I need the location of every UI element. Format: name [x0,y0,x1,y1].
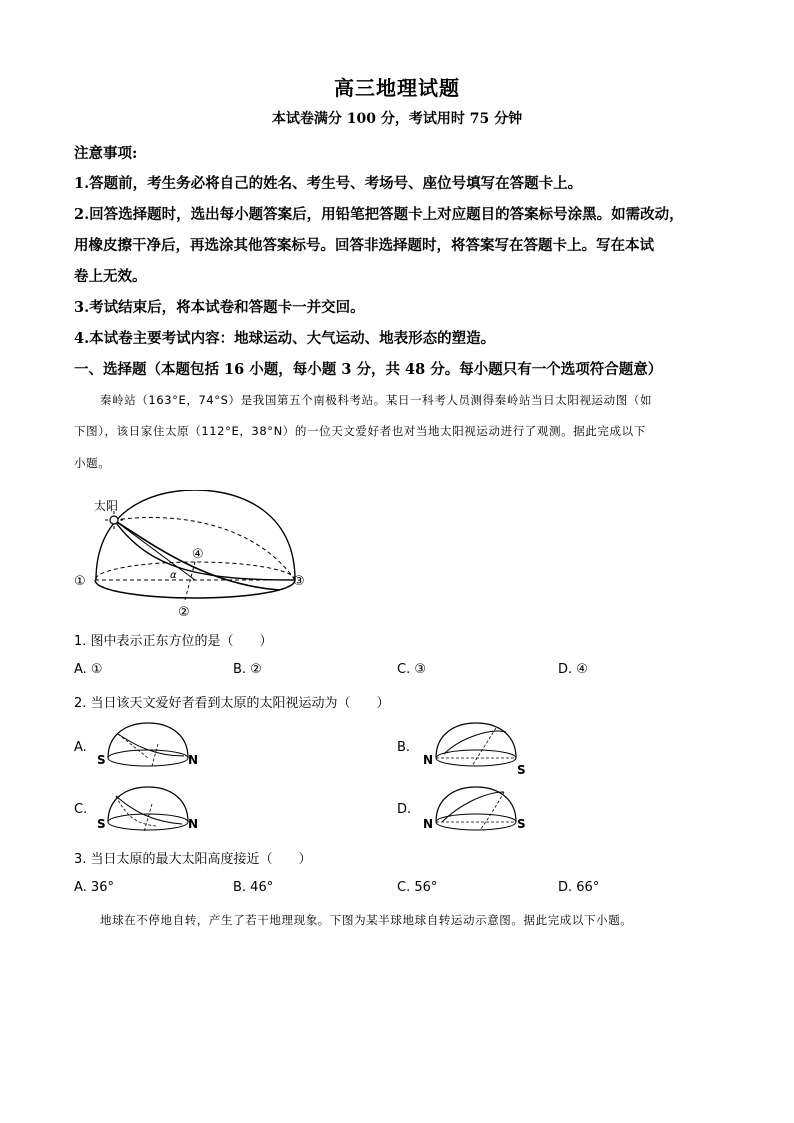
note-item-3: 3.考试结束后，将本试卷和答题卡一并交回。 [74,299,365,316]
north-label: N [423,753,434,767]
passage-1-line-2: 下图），该日家住太原（112°E，38°N）的一位天文爱好者也对当地太阳视运动进行了观测。据此完成以下 [74,424,646,438]
question-1-stem: 1. 图中表示正东方位的是（ ） [74,634,273,649]
south-label: S [97,817,106,831]
sun-icon [110,516,118,524]
question-2-option-a-label[interactable]: A. [74,740,87,755]
angle-alpha: α [170,570,177,581]
question-2-option-d-diagram[interactable] [420,782,530,840]
note-item-1: 1.答题前，考生务必将自己的姓名、考生号、考场号、座位号填写在答题卡上。 [74,175,583,192]
sun-path-figure [70,490,320,620]
north-label: N [423,817,434,831]
question-2-option-b-diagram[interactable] [420,718,530,776]
question-1-option-b[interactable]: B. ② [233,662,262,677]
question-2-stem: 2. 当日该天文爱好者看到太原的太阳视运动为（ ） [74,696,390,711]
question-2-option-d-label[interactable]: D. [397,802,412,817]
passage-1-line-3: 小题。 [74,456,111,470]
question-2-option-b-label[interactable]: B. [397,740,411,755]
exam-info: 本试卷满分 100 分，考试用时 75 分钟 [271,111,523,127]
south-label: S [97,753,106,767]
passage-1-line-1: 秦岭站（163°E，74°S）是我国第五个南极科考站。某日一科考人员测得秦岭站当日太阳视运动图（如 [100,393,653,407]
marker-2: ② [178,605,190,620]
question-3-option-a[interactable]: A. 36° [74,880,114,895]
note-item-4: 4.本试卷主要考试内容：地球运动、大气运动、地表形态的塑造。 [74,330,496,347]
note-item-2-line-3: 卷上无效。 [74,268,147,285]
notes-heading: 注意事项: [74,145,138,162]
sun-label: 太阳 [94,499,119,513]
question-1-option-c[interactable]: C. ③ [397,662,426,677]
north-label: N [188,817,199,831]
question-2-option-c-diagram[interactable] [96,782,200,840]
note-item-2-line-1: 2.回答选择题时，选出每小题答案后，用铅笔把答题卡上对应题目的答案标号涂黑。如需改动， [74,206,684,223]
north-label: N [188,753,199,767]
note-item-2-line-2: 用橡皮擦干净后，再选涂其他答案标号。回答非选择题时，将答案写在答题卡上。写在本试 [74,237,654,254]
question-3-stem: 3. 当日太原的最大太阳高度接近（ ） [74,852,312,867]
question-1-option-d[interactable]: D. ④ [558,662,588,677]
question-1-option-a[interactable]: A. ① [74,662,103,677]
question-3-option-c[interactable]: C. 56° [397,880,438,895]
marker-3: ③ [293,574,305,589]
section-heading: 一、选择题（本题包括 16 小题，每小题 3 分，共 48 分。每小题只有一个选项符合题意） [74,361,663,378]
question-2-option-c-label[interactable]: C. [74,802,88,817]
question-3-option-d[interactable]: D. 66° [558,880,600,895]
passage-2-line-1: 地球在不停地自转，产生了若干地理现象。下图为某半球地球自转运动示意图。据此完成以下小题。 [100,913,633,927]
south-label: S [517,763,526,776]
south-label: S [517,817,526,831]
marker-4: ④ [192,547,204,562]
marker-1: ① [74,574,86,589]
question-3-option-b[interactable]: B. 46° [233,880,274,895]
page-title: 高三地理试题 [334,76,460,100]
question-2-option-a-diagram[interactable] [96,718,200,776]
